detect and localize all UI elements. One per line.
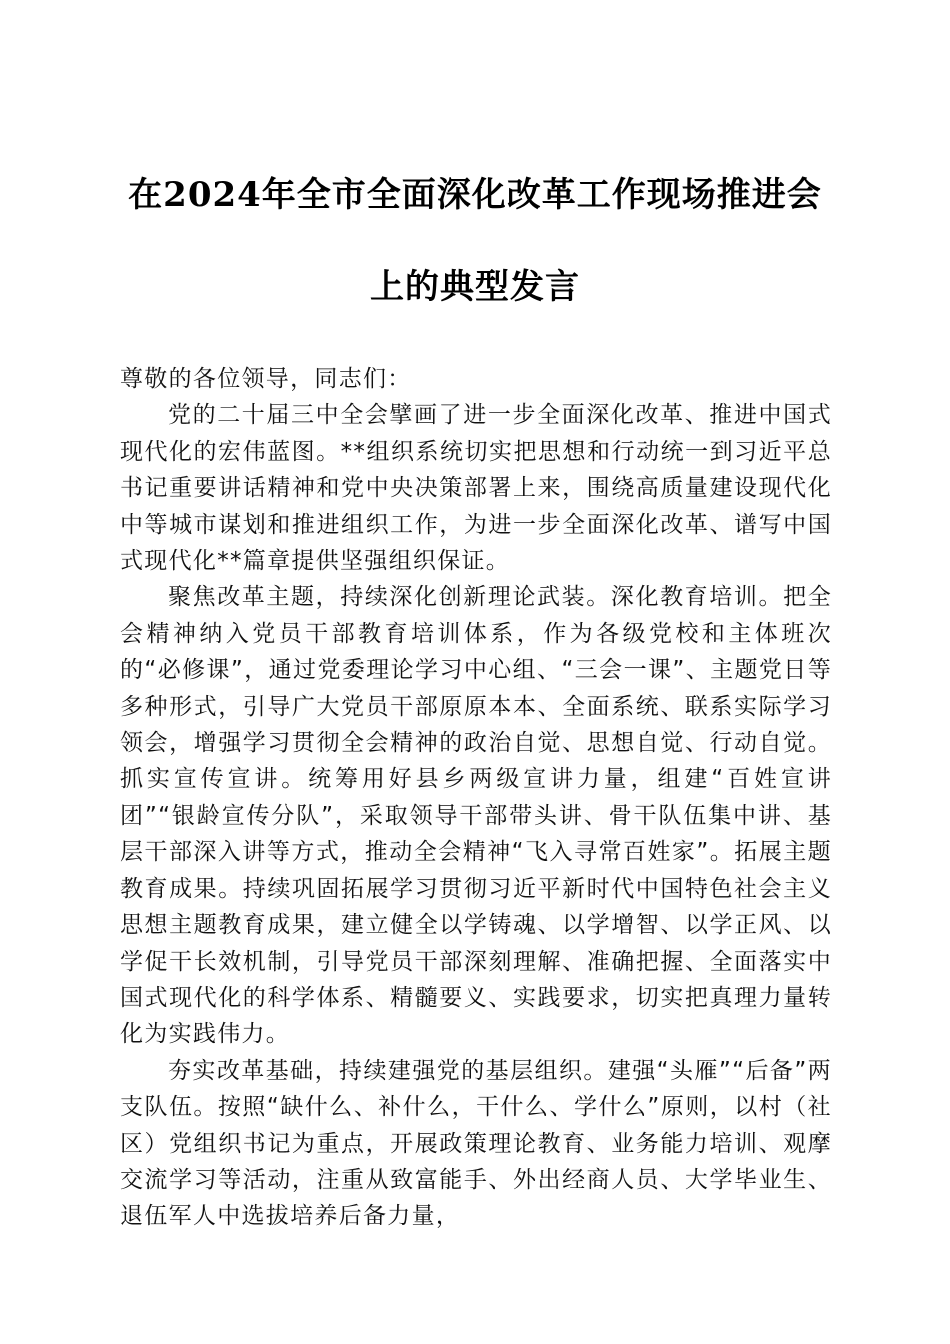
paragraph-theory-study: 聚焦改革主题，持续深化创新理论武装。深化教育培训。把全会精神纳入党员干部教育培训体系，作为各级党校和主体班次的“必修课”，通过党委理论学习中心组、“三会一课”、主题党日等多种形式，引导广大党员干部原原本本、全面系统、联系实际学习领会，增强学习贯彻全会精神的政治自觉、思想自觉、行动自觉。抓实宣传宣讲。统筹用好县乡两级宣讲力量，组建“百姓宣讲团”“银龄宣传分队”，采取领导干部带头讲、骨干队伍集中讲、基层干部深入讲等方式，推动全会精神“飞入寻常百姓家”。拓展主题教育成果。持续巩固拓展学习贯彻习近平新时代中国特色社会主义思想主题教育成果，建立健全以学铸魂、以学增智、以学正风、以学促干长效机制，引导党员干部深刻理解、准确把握、全面落实中国式现代化的科学体系、精髓要义、实践要求，切实把真理力量转化为实践伟力。 [120, 584, 832, 1048]
paragraph-intro: 党的二十届三中全会擘画了进一步全面深化改革、推进中国式现代化的宏伟蓝图。**组织系统切实把思想和行动统一到习近平总书记重要讲话精神和党中央决策部署上来，围绕高质量建设现代化中等城市谋划和推进组织工作，为进一步全面深化改革、谱写中国式现代化**篇章提供坚强组织保证。 [120, 402, 832, 575]
document-title-line-2: 上的典型发言 [370, 267, 580, 307]
salutation: 尊敬的各位领导，同志们： [120, 366, 412, 392]
paragraph-grassroots-organization: 夯实改革基础，持续建强党的基层组织。建强“头雁”“后备”两支队伍。按照“缺什么、补什么，干什么、学什么”原则，以村（社区）党组织书记为重点，开展政策理论教育、业务能力培训、观摩交流学习等活动，注重从致富能手、外出经商人员、大学毕业生、退伍军人中选拔培养后备力量， [120, 1057, 832, 1230]
document-title-line-1: 在2024年全市全面深化改革工作现场推进会 [128, 175, 822, 215]
document-body [120, 361, 832, 1235]
